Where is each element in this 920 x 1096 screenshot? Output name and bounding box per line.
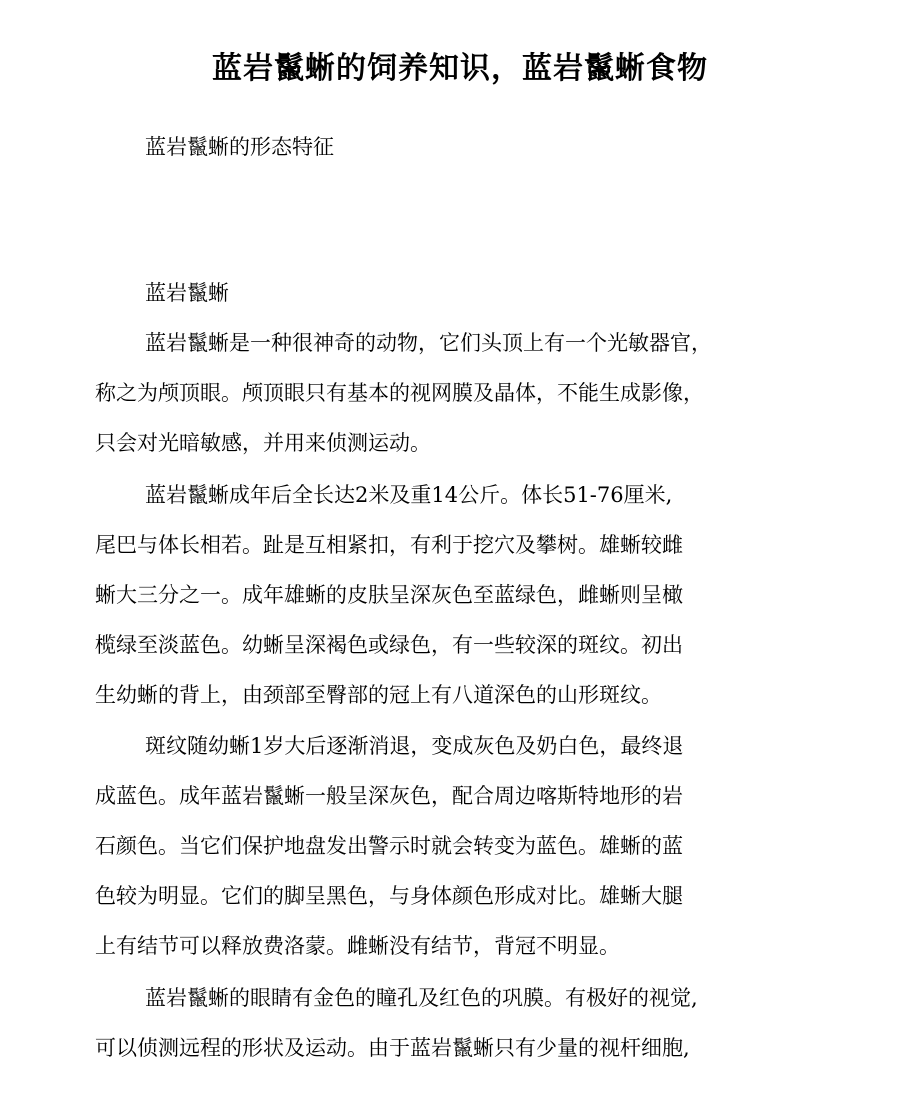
paragraph-line: 蓝岩鬣蜥成年后全长达2米及重14公斤。体长51-76厘米, bbox=[145, 483, 673, 507]
paragraph-line: 成蓝色。成年蓝岩鬣蜥一般呈深灰色，配合周边喀斯特地形的岩 bbox=[95, 784, 683, 808]
paragraph-line: 石颜色。当它们保护地盘发出警示时就会转变为蓝色。雄蜥的蓝 bbox=[95, 834, 683, 858]
section-heading: 蓝岩鬣蜥的形态特征 bbox=[145, 135, 334, 159]
paragraph-line: 蜥大三分之一。成年雄蜥的皮肤呈深灰色至蓝绿色，雌蜥则呈橄 bbox=[95, 583, 683, 607]
paragraph-line: 生幼蜥的背上，由颈部至臀部的冠上有八道深色的山形斑纹。 bbox=[95, 683, 662, 707]
paragraph-line: 尾巴与体长相若。趾是互相紧扣，有利于挖穴及攀树。雄蜥较雌 bbox=[95, 533, 683, 557]
paragraph-line: 榄绿至淡蓝色。幼蜥呈深褐色或绿色，有一些较深的斑纹。初出 bbox=[95, 633, 683, 657]
paragraph-line: 斑纹随幼蜥1岁大后逐渐消退，变成灰色及奶白色，最终退 bbox=[145, 734, 684, 758]
paragraph-line: 色较为明显。它们的脚呈黑色，与身体颜色形成对比。雄蜥大腿 bbox=[95, 884, 683, 908]
paragraph-line: 只会对光暗敏感，并用来侦测运动。 bbox=[95, 431, 431, 455]
paragraph-line: 蓝岩鬣蜥是一种很神奇的动物，它们头顶上有一个光敏器官， bbox=[145, 331, 712, 355]
paragraph-line: 称之为颅顶眼。颅顶眼只有基本的视网膜及晶体，不能生成影像， bbox=[95, 381, 704, 405]
paragraph-line: 蓝岩鬣蜥的眼睛有金色的瞳孔及红色的巩膜。有极好的视觉, bbox=[145, 986, 698, 1010]
paragraph-line: 可以侦测远程的形状及运动。由于蓝岩鬣蜥只有少量的视杆细胞, bbox=[95, 1036, 690, 1060]
subheading: 蓝岩鬣蜥 bbox=[145, 281, 229, 305]
paragraph-line: 上有结节可以释放费洛蒙。雌蜥没有结节，背冠不明显。 bbox=[95, 934, 620, 958]
document-title: 蓝岩鬣蜥的饲养知识，蓝岩鬣蜥食物 bbox=[212, 51, 708, 86]
